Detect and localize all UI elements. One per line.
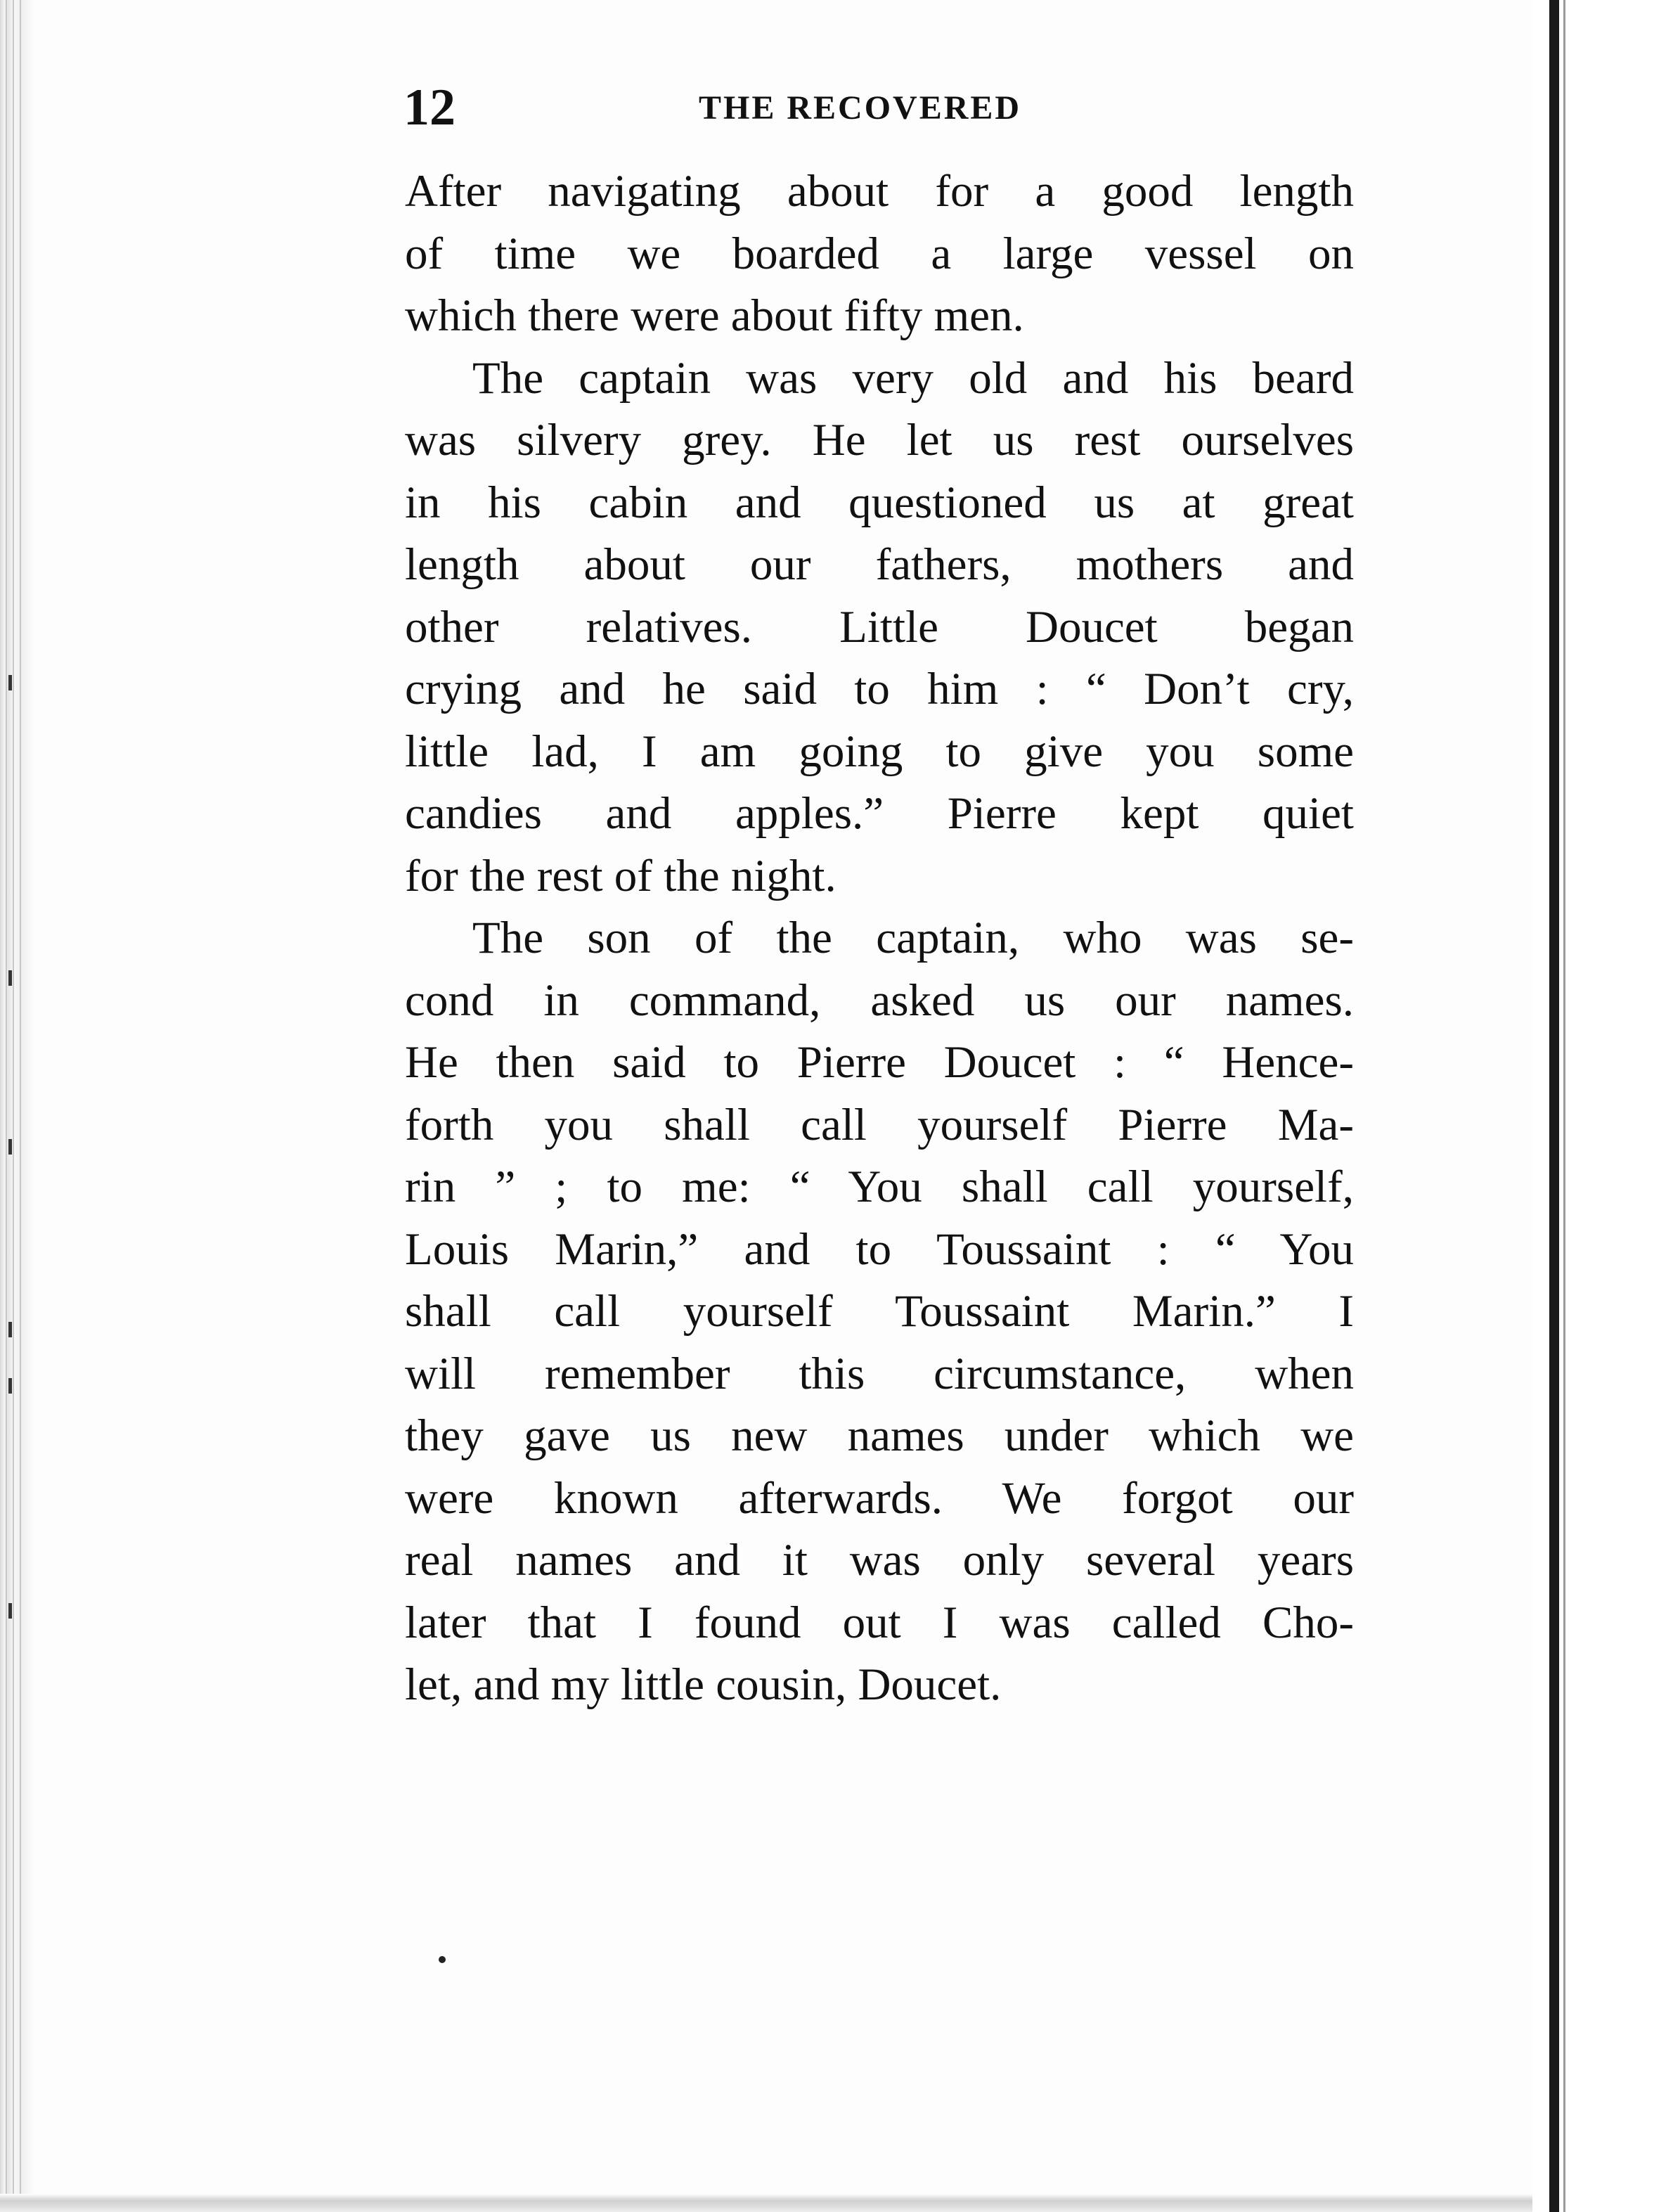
text-line: The son of the captain, who was se- xyxy=(472,913,1354,963)
running-head: THE RECOVERED xyxy=(699,89,1022,127)
page-number: 12 xyxy=(403,79,456,136)
text-line: forth you shall call yourself Pierre Ma- xyxy=(405,1099,1354,1150)
text-line: let, and my little cousin, Doucet. xyxy=(405,1659,1002,1710)
paragraph xyxy=(405,347,1354,908)
page-leaf-edge xyxy=(0,0,34,2212)
body-text xyxy=(405,160,1354,1716)
text-line: will remember this circumstance, when xyxy=(405,1348,1354,1399)
text-line: After navigating about for a good length xyxy=(405,166,1354,217)
page-header xyxy=(403,76,1359,139)
text-line: which there were about fifty men. xyxy=(405,290,1024,341)
text-line: real names and it was only several years xyxy=(405,1535,1354,1586)
text-line: were known afterwards. We forgot our xyxy=(405,1472,1354,1524)
paragraph xyxy=(405,907,1354,1716)
text-line: for the rest of the night. xyxy=(405,850,836,901)
spine-line xyxy=(1563,0,1565,2212)
text-line: cond in command, asked us our names. xyxy=(405,975,1354,1026)
margin-mark xyxy=(8,1603,12,1619)
ink-speck xyxy=(439,1956,446,1963)
text-line: of time we boarded a large vessel on xyxy=(405,228,1354,279)
text-line: Louis Marin,” and to Toussaint : “ You xyxy=(405,1223,1354,1275)
margin-mark xyxy=(8,970,12,986)
margin-mark xyxy=(8,675,12,690)
text-line: later that I found out I was called Cho- xyxy=(405,1597,1354,1648)
text-line: rin ” ; to me: “ You shall call yourself, xyxy=(405,1162,1354,1212)
text-line: in his cabin and questioned us at great xyxy=(405,477,1354,528)
leaf-line xyxy=(6,0,7,2212)
text-line: little lad, I am going to give you some xyxy=(405,726,1354,777)
text-line: was silvery grey. He let us rest ourselves xyxy=(405,415,1354,465)
text-line: length about our fathers, mothers and xyxy=(405,539,1354,590)
leaf-line xyxy=(13,0,14,2212)
margin-mark xyxy=(8,1139,12,1155)
paragraph xyxy=(405,160,1354,347)
text-line: other relatives. Little Doucet began xyxy=(405,601,1354,652)
margin-mark xyxy=(8,1322,12,1337)
text-line: candies and apples.” Pierre kept quiet xyxy=(405,788,1354,839)
book-spine-edge xyxy=(1532,0,1673,2212)
page-bottom-edge xyxy=(0,2194,1532,2212)
text-line: The captain was very old and his beard xyxy=(472,352,1354,404)
text-line: crying and he said to him : “ Don’t cry, xyxy=(405,664,1354,714)
spine-shadow xyxy=(1549,0,1559,2212)
text-line: shall call yourself Toussaint Marin.” I xyxy=(405,1286,1354,1337)
leaf-line xyxy=(20,0,21,2212)
text-line: He then said to Pierre Doucet : “ Hence- xyxy=(405,1037,1354,1088)
text-line: they gave us new names under which we xyxy=(405,1410,1354,1461)
margin-mark xyxy=(8,1378,12,1394)
